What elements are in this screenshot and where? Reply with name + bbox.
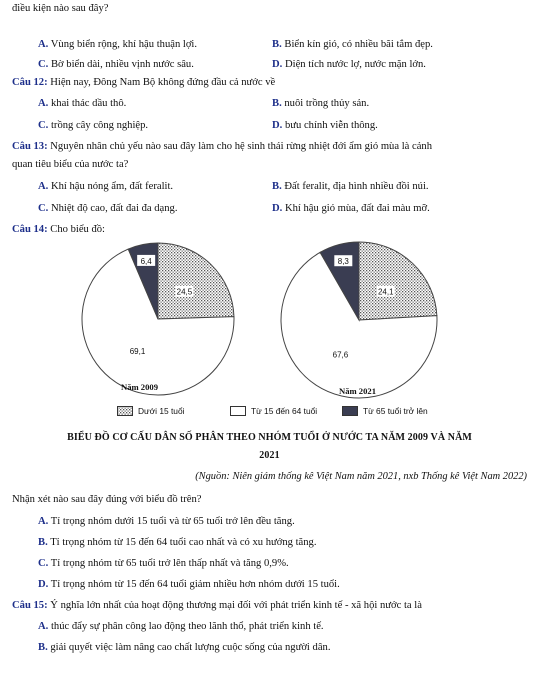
slice-under-15	[158, 243, 234, 319]
q12-text: Hiện nay, Đông Nam Bộ không đứng đầu cả nước về	[50, 77, 276, 88]
q13-stem-line1	[12, 140, 432, 153]
q13-option-c[interactable]	[38, 202, 177, 215]
data-label: 6,4	[140, 256, 152, 266]
q14-prompt: Nhận xét nào sau đây đúng với biểu đồ trên?	[12, 494, 202, 505]
chart-caption-line2: 2021	[259, 450, 280, 461]
q14-stem	[12, 223, 105, 236]
q14-label: Câu 14:	[12, 224, 48, 235]
option-text: thúc đẩy sự phân công lao động theo lãnh thổ, phát triển kinh tế.	[50, 621, 324, 632]
option-key: A.	[38, 621, 49, 632]
data-label: 24,5	[176, 287, 193, 297]
data-label: 67,6	[332, 350, 349, 360]
q13-text-line1: Nguyên nhân chủ yếu nào sau đây làm cho hệ sinh thái rừng nhiệt đới ẩm gió mùa là cảnh	[50, 141, 432, 152]
q12-stem	[12, 76, 275, 89]
option-text: Bờ biển dài, nhiều vịnh nước sâu.	[50, 59, 194, 70]
pie-2021	[281, 242, 437, 398]
option-key: D.	[272, 59, 283, 70]
q11-option-a[interactable]	[38, 38, 197, 51]
q14-option-c[interactable]	[38, 557, 289, 570]
q13-option-d[interactable]	[272, 202, 430, 215]
option-key: B.	[38, 642, 48, 653]
option-text: khai thác dầu thô.	[50, 98, 127, 109]
legend-swatch-plain	[230, 406, 246, 416]
option-text: Diện tích nước lợ, nước mặn lớn.	[284, 59, 426, 70]
q13-option-b[interactable]	[272, 180, 429, 193]
pie-2021-title: Năm 2021	[339, 386, 376, 396]
option-text: Khí hậu nóng ẩm, đất feralit.	[50, 181, 174, 192]
option-key: D.	[38, 579, 49, 590]
option-key: B.	[38, 537, 48, 548]
q12-option-b[interactable]	[272, 97, 369, 110]
q15-option-a[interactable]	[38, 620, 324, 633]
q11-option-d[interactable]	[272, 58, 426, 71]
option-text: Tỉ trọng nhóm từ 65 tuổi trở lên thấp nhất và tăng 0,9%.	[50, 558, 289, 569]
option-text: bưu chính viễn thông.	[284, 120, 378, 131]
pie-charts	[0, 240, 539, 400]
option-text: trồng cây công nghiệp.	[50, 120, 149, 131]
option-key: D.	[272, 203, 283, 214]
option-text: Tỉ trọng nhóm từ 15 đến 64 tuổi cao nhất và có xu hướng tăng.	[50, 537, 317, 548]
option-key: A.	[38, 516, 49, 527]
option-text: nuôi trồng thủy sản.	[284, 98, 370, 109]
option-text: Biển kín gió, có nhiều bãi tắm đẹp.	[284, 39, 433, 50]
legend-swatch-dots	[117, 406, 133, 416]
q15-option-b[interactable]	[38, 641, 330, 654]
option-key: C.	[38, 120, 49, 131]
intro-line: điều kiện nào sau đây?	[12, 3, 109, 14]
q14-option-b[interactable]	[38, 536, 316, 549]
data-label: 69,1	[129, 347, 146, 357]
data-label: 24,1	[377, 287, 394, 297]
q13-option-a[interactable]	[38, 180, 173, 193]
legend-under-15	[117, 406, 184, 416]
q14-option-a[interactable]	[38, 515, 295, 528]
q13-label: Câu 13:	[12, 141, 48, 152]
q12-label: Câu 12:	[12, 77, 48, 88]
q15-label: Câu 15:	[12, 600, 48, 611]
q12-option-c[interactable]	[38, 119, 148, 132]
legend-swatch-dark	[342, 406, 358, 416]
option-text: Nhiệt độ cao, đất đai đa dạng.	[50, 203, 178, 214]
slice-under-15	[359, 242, 437, 320]
q15-text: Ý nghĩa lớn nhất của hoạt động thương mại đối với phát triển kinh tế - xã hội nước ta là	[50, 600, 422, 611]
option-text: Đất feralit, địa hình nhiều đồi núi.	[284, 181, 429, 192]
chart-caption-line1: BIỂU ĐỒ CƠ CẤU DÂN SỐ PHÂN THEO NHÓM TUỔI Ở NƯỚC TA NĂM 2009 VÀ NĂM	[67, 432, 472, 443]
option-key: C.	[38, 203, 49, 214]
option-key: A.	[38, 181, 49, 192]
legend-label: Dưới 15 tuổi	[138, 406, 185, 416]
option-text: Tỉ trọng nhóm dưới 15 tuổi và từ 65 tuổi trở lên đều tăng.	[50, 516, 295, 527]
option-key: B.	[272, 39, 282, 50]
option-key: D.	[272, 120, 283, 131]
q12-option-a[interactable]	[38, 97, 126, 110]
q14-text: Cho biểu đồ:	[50, 224, 105, 235]
option-text: Tỉ trọng nhóm từ 15 đến 64 tuổi giảm nhiều hơn nhóm dưới 15 tuổi.	[50, 579, 340, 590]
option-text: Khí hậu gió mùa, đất đai màu mỡ.	[284, 203, 430, 214]
option-key: B.	[272, 98, 282, 109]
option-text: Vùng biển rộng, khí hậu thuận lợi.	[50, 39, 198, 50]
q14-option-d[interactable]	[38, 578, 340, 591]
q12-option-d[interactable]	[272, 119, 378, 132]
q15-stem	[12, 599, 422, 612]
option-key: C.	[38, 59, 49, 70]
legend-label: Từ 65 tuổi trở lên	[363, 406, 428, 416]
option-text: giải quyết việc làm nâng cao chất lượng cuộc sống của người dân.	[50, 642, 331, 653]
option-key: A.	[38, 39, 49, 50]
pie-2009-title: Năm 2009	[121, 382, 158, 392]
q11-option-c[interactable]	[38, 58, 194, 71]
legend-15-64	[230, 406, 317, 416]
pie-2009	[82, 243, 234, 395]
option-key: B.	[272, 181, 282, 192]
q11-option-b[interactable]	[272, 38, 433, 51]
option-key: C.	[38, 558, 49, 569]
legend-65-plus	[342, 406, 428, 416]
data-label: 8,3	[337, 257, 349, 267]
q13-text-line2: quan tiêu biểu của nước ta?	[12, 159, 129, 170]
legend-label: Từ 15 đến 64 tuổi	[251, 406, 318, 416]
option-key: A.	[38, 98, 49, 109]
chart-source: (Nguồn: Niên giám thống kê Việt Nam năm 2021, nxb Thống kê Việt Nam 2022)	[195, 471, 527, 482]
